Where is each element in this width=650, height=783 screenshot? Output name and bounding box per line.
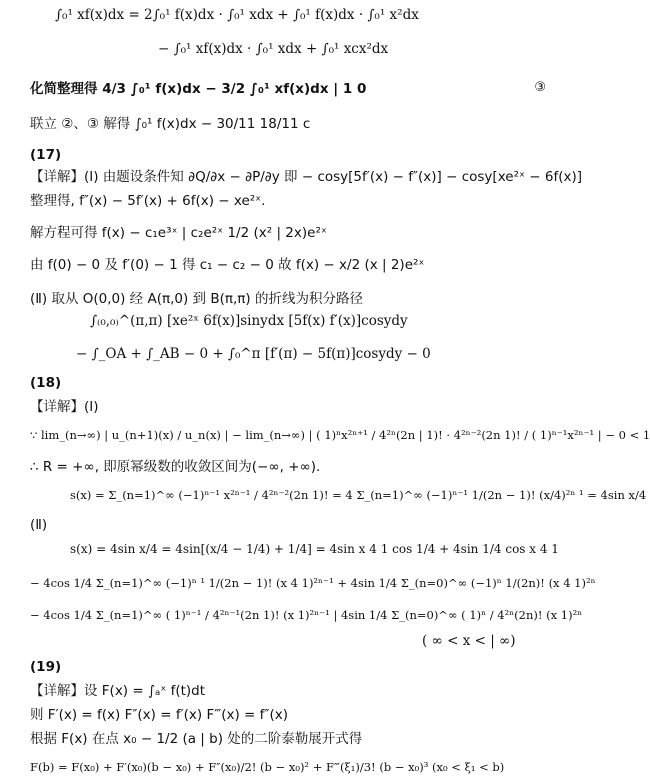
equation-line: ∵ lim_(n→∞) | u_(n+1)(x) / u_n(x) | − lim_(n→∞) | ( 1)ⁿx²ⁿ⁺¹ / 4²ⁿ(2n | 1)! · 4²ⁿ⁻²(2n 1)! / ( 1)ⁿ⁻¹x²ⁿ⁻¹ | − 0 < 1 <box>30 428 650 442</box>
text-line: 由 f(0) − 0 及 f′(0) − 1 得 c₁ − c₂ − 0 故 f(x) − x/2 (x | 2)e²ˣ <box>30 257 425 273</box>
equation-line: s(x) = 4sin x/4 = 4sin[(x/4 − 1/4) + 1/4] = 4sin x 4 1 cos 1/4 + 4sin 1/4 cos x 4 1 <box>70 542 559 556</box>
text-line: 【详解】(Ⅰ) 由题设条件知 ∂Q/∂x − ∂P/∂y 即 − cosy[5f′(x) − f″(x)] − cosy[xe²ˣ − 6f(x)] <box>30 169 582 185</box>
text-line: 化简整理得 4/3 ∫₀¹ f(x)dx − 3/2 ∫₀¹ xf(x)dx | 1 0 <box>30 81 367 97</box>
equation-line: − 4cos 1/4 Σ_(n=1)^∞ ( 1)ⁿ⁻¹ / 4²ⁿ⁻¹(2n 1)! (x 1)²ⁿ⁻¹ | 4sin 1/4 Σ_(n=0)^∞ ( 1)ⁿ / 4²ⁿ(2n)! (x 1)²ⁿ <box>30 608 583 622</box>
text-line: 【详解】(Ⅰ) <box>30 399 99 415</box>
equation-line: s(x) = Σ_(n=1)^∞ (−1)ⁿ⁻¹ x²ⁿ⁻¹ / 4²ⁿ⁻²(2n 1)! = 4 Σ_(n=1)^∞ (−1)ⁿ⁻¹ 1/(2n − 1)! (x/4)²ⁿ ¹ = 4sin x/4 <box>70 488 647 502</box>
text-line: 整理得, f″(x) − 5f′(x) + 6f(x) − xe²ˣ. <box>30 193 266 209</box>
equation-line: − ∫₀¹ xf(x)dx · ∫₀¹ xdx + ∫₀¹ xcx²dx <box>158 41 389 57</box>
text-line: 联立 ②、③ 解得 ∫₀¹ f(x)dx − 30/11 18/11 c <box>30 116 311 132</box>
section-number: (18) <box>30 375 62 391</box>
text-line: 则 F′(x) = f(x) F″(x) = f′(x) F‴(x) = f″(x) <box>30 707 288 723</box>
section-number: (17) <box>30 147 62 163</box>
text-line: (Ⅱ) 取从 O(0,0) 经 A(π,0) 到 B(π,π) 的折线为积分路径 <box>30 291 363 307</box>
text-line: (Ⅱ) <box>30 517 48 533</box>
equation-line: − ∫_OA + ∫_AB − 0 + ∫₀^π [f′(π) − 5f(π)]cosydy − 0 <box>76 346 431 362</box>
equation-line: F(b) = F(x₀) + F′(x₀)(b − x₀) + F″(x₀)/2! (b − x₀)² + F‴(ξ₁)/3! (b − x₀)³ (x₀ < ξ₁ < b) <box>30 760 505 774</box>
text-line: 解方程可得 f(x) − c₁e³ˣ | c₂e²ˣ 1/2 (x² | 2x)e²ˣ <box>30 225 327 241</box>
text-line: 【详解】设 F(x) = ∫ₐˣ f(t)dt <box>30 683 206 699</box>
equation-line: ( ∞ < x < | ∞) <box>422 633 516 649</box>
text-line: 根据 F(x) 在点 x₀ − 1/2 (a | b) 处的二阶泰勒展开式得 <box>30 731 363 747</box>
text-line: ∴ R = +∞, 即原幂级数的收敛区间为(−∞, +∞). <box>30 459 321 475</box>
equation-line: ∫₍₀,₀₎^(π,π) [xe²ˣ 6f(x)]sinydx [5f(x) f′(x)]cosydy <box>90 313 408 329</box>
equation-number: ③ <box>534 80 546 95</box>
equation-line: ∫₀¹ xf(x)dx = 2∫₀¹ f(x)dx · ∫₀¹ xdx + ∫₀¹ f(x)dx · ∫₀¹ x²dx <box>55 7 419 23</box>
section-number: (19) <box>30 659 62 675</box>
equation-line: − 4cos 1/4 Σ_(n=1)^∞ (−1)ⁿ ¹ 1/(2n − 1)! (x 4 1)²ⁿ⁻¹ + 4sin 1/4 Σ_(n=0)^∞ (−1)ⁿ 1/(2n)! (x 4 1)²ⁿ <box>30 576 596 590</box>
